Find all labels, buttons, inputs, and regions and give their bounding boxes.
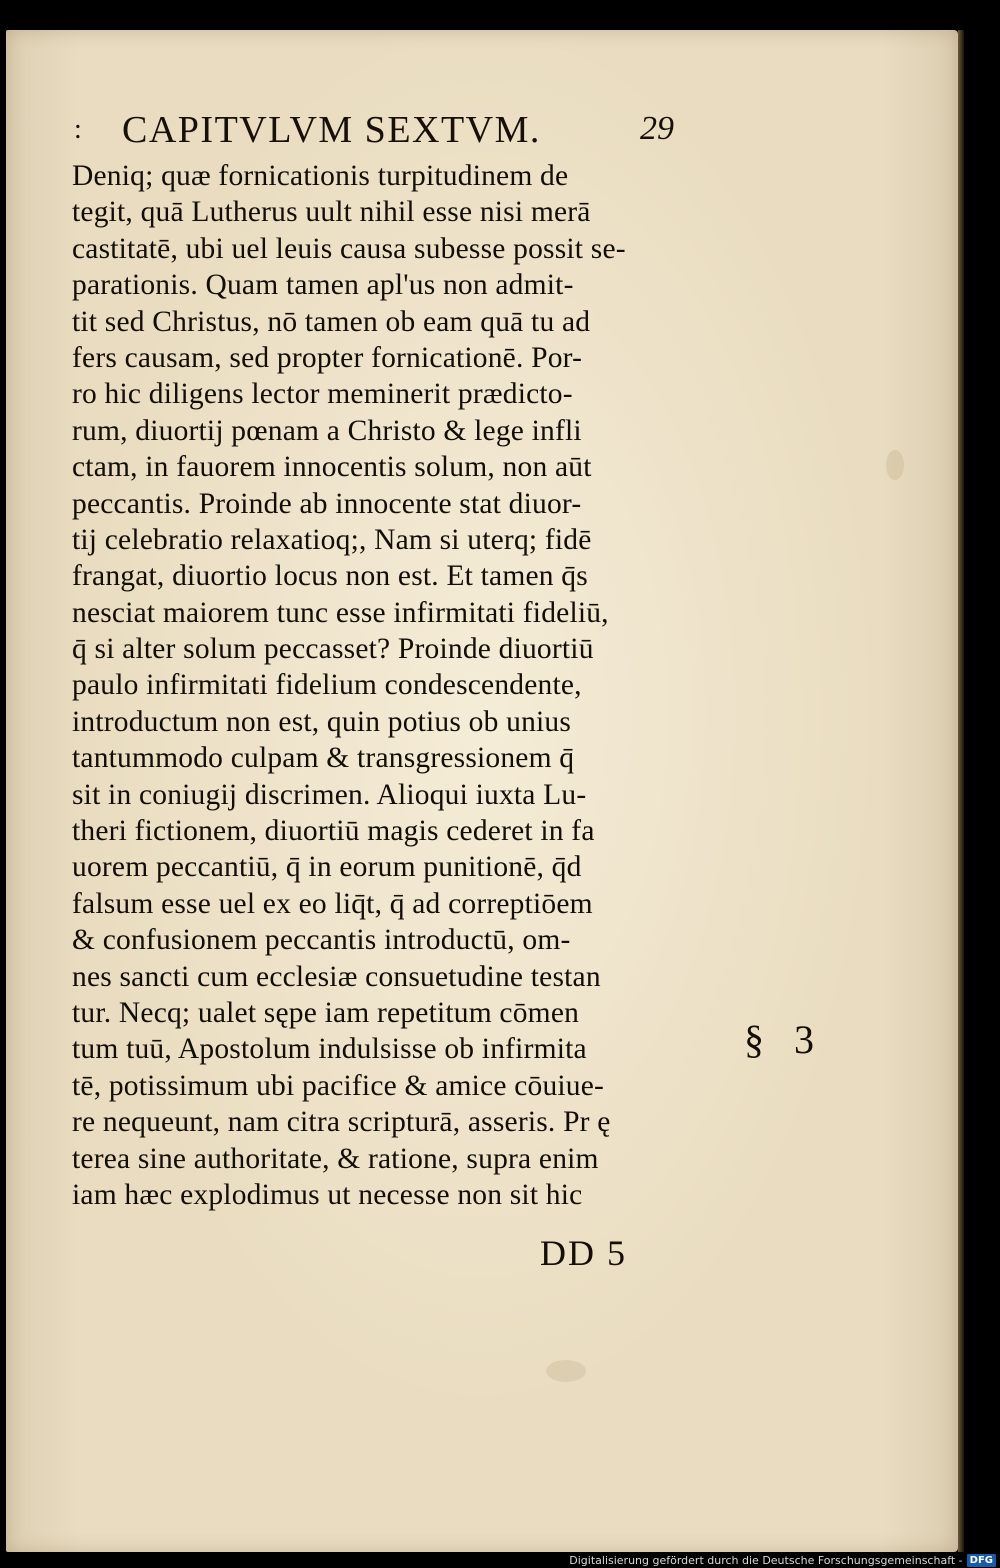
folio-number: 29 xyxy=(640,110,674,147)
text-line: falsum esse uel ex eo liq̄t, q̄ ad correptiōem xyxy=(72,887,593,920)
paper-stain xyxy=(886,450,904,480)
running-head xyxy=(74,108,694,152)
text-line: re nequeunt, nam citra scripturā, asseris. Pr ę xyxy=(72,1106,611,1139)
page-edge-shadow xyxy=(958,30,964,1552)
text-line: ctam, in fauorem innocentis solum, non aūt xyxy=(72,451,592,484)
text-line: tum tuū, Apostolum indulsisse ob infirmita xyxy=(72,1033,587,1066)
text-line: Deniq; quæ fornicationis turpitudinem de xyxy=(72,160,569,192)
signature-mark: DD 5 xyxy=(540,1233,627,1273)
text-line: theri fictionem, diuortiū magis cederet in fa xyxy=(72,815,595,848)
text-line: uorem peccantiū, q̄ in eorum punitionē, q̄d xyxy=(72,851,582,884)
text-line: terea sine authoritate, & ratione, supra enim xyxy=(72,1142,599,1175)
text-line: iam hæc explodimus ut necesse non sit hic xyxy=(72,1178,583,1211)
text-line: ro hic diligens lector meminerit prædicto- xyxy=(72,378,573,411)
text-line: tegit, quā Lutherus uult nihil esse nisi merā xyxy=(72,196,591,229)
text-line: parationis. Quam tamen apl'us non admit- xyxy=(72,269,574,302)
credit-text: Digitalisierung gefördert durch die Deutsche Forschungsgemeinschaft - xyxy=(569,1553,963,1567)
text-line: introductum non est, quin potius ob unius xyxy=(72,705,572,738)
text-line: frangat, diuortio locus non est. Et tamen q̄s xyxy=(72,560,588,593)
dfg-logo: DFG xyxy=(967,1554,996,1567)
text-line: castitatē, ubi uel leuis causa subesse possit se- xyxy=(72,232,626,265)
marginal-section-note: § 3 xyxy=(744,1017,824,1062)
paper-stain xyxy=(546,1360,586,1382)
text-line: nesciat maiorem tunc esse infirmitati fideliū, xyxy=(72,596,609,629)
text-line: nes sancti cum ecclesiæ consuetudine testan xyxy=(72,960,601,993)
digitization-credit xyxy=(569,1552,996,1568)
text-line: tij celebratio relaxatioq;, Nam si uterq; fidē xyxy=(72,523,592,556)
text-line: paulo infirmitati fidelium condescendente, xyxy=(72,669,582,702)
text-line: fers causam, sed propter fornicationē. Por- xyxy=(72,341,583,374)
text-line: tur. Necq; ualet sępe iam repetitum cōmen xyxy=(72,996,580,1029)
text-line: sit in coniugij discrimen. Alioqui iuxta Lu- xyxy=(72,778,587,811)
text-line: & confusionem peccantis introductū, om- xyxy=(72,924,571,957)
chapter-title: CAPITVLVM SEXTVM. xyxy=(122,109,541,151)
text-line: tit sed Christus, nō tamen ob eam quā tu ad xyxy=(72,305,591,338)
text-line: tē, potissimum ubi pacifice & amice cōuiue- xyxy=(72,1069,605,1102)
text-line: peccantis. Proinde ab innocente stat diuor- xyxy=(72,487,582,520)
text-line: rum, diuortij pœnam a Christo & lege infli xyxy=(72,414,582,447)
body-text xyxy=(72,158,712,1213)
text-line: tantummodo culpam & transgressionem q̄ xyxy=(72,742,575,775)
running-head-marks: : xyxy=(74,114,82,145)
text-line: q̄ si alter solum peccasset? Proinde diuortiū xyxy=(72,633,594,666)
